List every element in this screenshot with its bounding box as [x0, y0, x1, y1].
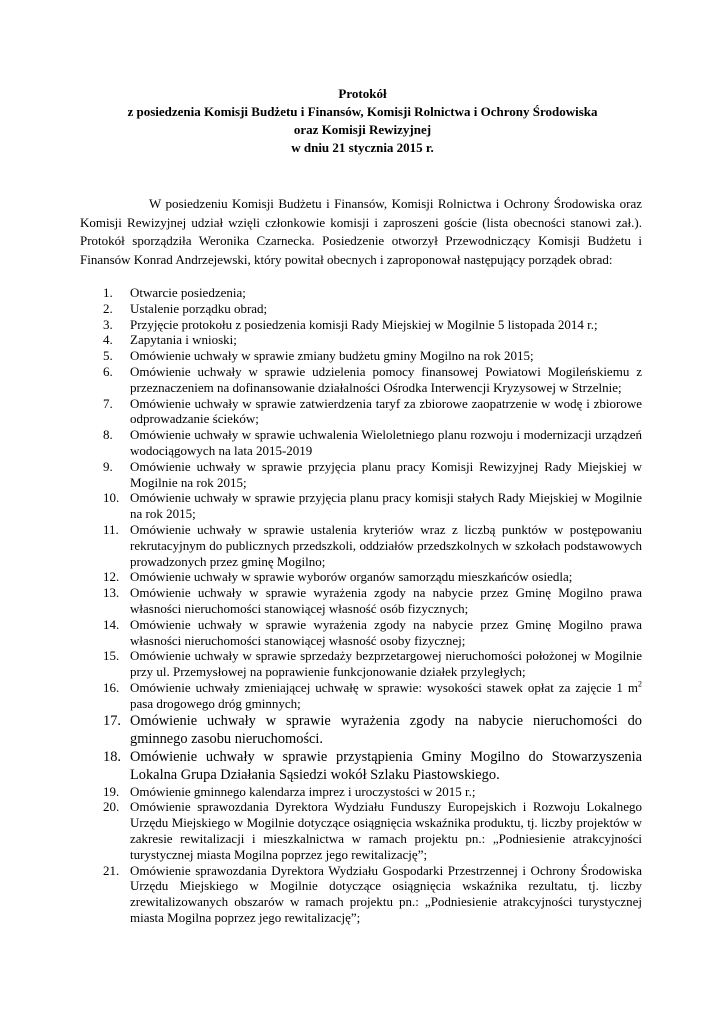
agenda-item-text: Ustalenie porządku obrad;: [130, 300, 268, 316]
agenda-item-text: Omówienie uchwały w sprawie wyrażenia zgody na nabycie przez Gminę Mogilno prawa własności nieruchomości stanowiącej własność osób fizycznych;: [130, 585, 642, 616]
agenda-item-text: Otwarcie posiedzenia;: [130, 285, 246, 300]
agenda-item-number: 15.: [103, 648, 120, 664]
agenda-item: [80, 332, 642, 348]
agenda-item-text: Omówienie uchwały w sprawie przyjęcia planu pracy komisji stałych Rady Miejskiej w Mogilnie na rok 2015;: [130, 490, 642, 522]
agenda-item: [80, 585, 642, 617]
agenda-item-number: 16.: [103, 679, 120, 695]
agenda-item-text: Omówienie uchwały w sprawie zatwierdzenia taryf za zbiorowe zaopatrzenie w wodę i zbiorowe odprowadzanie ścieków;: [130, 395, 642, 427]
agenda-item-number: 17.: [103, 712, 121, 729]
agenda-item-text: Omówienie uchwały w sprawie zmiany budżetu gminy Mogilno na rok 2015;: [130, 348, 534, 364]
document-heading: [80, 85, 645, 157]
agenda-item-text: Omówienie sprawozdania Dyrektora Wydziału Gospodarki Przestrzennej i Ochrony Środowiska Urzędu Miejskiego w Mogilnie dotyczące osiągnięcia wskaźnika rezultatu, tj. liczby zrewitalizowanych obszarów w ramach projektu pn.: „Podniesienie atrakcyjności turystycznej miasta Mogilna poprzez jego rewitalizację”;: [130, 862, 642, 925]
agenda-item: [80, 459, 642, 491]
agenda-item-text: Omówienie uchwały w sprawie przystąpienia Gminy Mogilno do Stowarzyszenia Lokalna Grupa Działania Sąsiedzi wokół Szlaku Piastowskiego.: [130, 748, 642, 783]
agenda-item-text: Omówienie gminnego kalendarza imprez i uroczystości w 2015 r.;: [130, 783, 476, 799]
agenda-item: [80, 301, 642, 317]
agenda-item-number: 8.: [103, 427, 113, 443]
agenda-item: [80, 348, 642, 364]
agenda-item-number: 1.: [103, 285, 113, 300]
agenda-item-text: Omówienie uchwały w sprawie uchwalenia Wieloletniego planu rozwoju i modernizacji urządzeń wodociągowych na lata 2015-2019: [130, 427, 642, 458]
agenda-item-text: Omówienie uchwały zmieniającej uchwałę w sprawie: wysokości stawek opłat za zajęcie 1 m: [130, 679, 638, 695]
agenda-list: [80, 285, 642, 926]
agenda-item: [80, 617, 642, 649]
agenda-item: [80, 863, 642, 926]
agenda-item-text: Zapytania i wnioski;: [130, 332, 237, 348]
agenda-item-number: 12.: [103, 569, 120, 585]
agenda-item-number: 7.: [103, 395, 113, 411]
agenda-item: [80, 648, 642, 680]
agenda-item: [80, 712, 642, 748]
agenda-item: [80, 317, 642, 333]
superscript: 2: [638, 679, 642, 689]
agenda-item: [80, 522, 642, 569]
agenda-item-number: 5.: [103, 348, 113, 364]
heading-date: w dniu 21 stycznia 2015 r.: [291, 140, 434, 155]
agenda-item-text: Omówienie uchwały w sprawie przyjęcia planu pracy Komisji Rewizyjnej Rady Miejskiej w Mogilnie na rok 2015;: [130, 458, 642, 490]
agenda-item-number: 6.: [103, 363, 113, 379]
intro-paragraph: W posiedzeniu Komisji Budżetu i Finansów, Komisji Rolnictwa i Ochrony Środowiska oraz Komisji Rewizyjnej udział wzięli członkowie komisji i zaproszeni goście (lista obecności stanowi zał.). Protokół sporządziła Weronika Czarnecka. Posiedzenie otworzył Przewodniczący Komisji Budżetu i Finansów Konrad Andrzejewski, który powitał obecnych i zaproponował następujący porządek obrad:: [80, 196, 642, 267]
agenda-item-text: Omówienie sprawozdania Dyrektora Wydziału Funduszy Europejskich i Rozwoju Lokalnego Urzędu Miejskiego w Mogilnie dotyczące osiągnięcia wskaźnika produktu, tj. liczby projektów w zakresie rewitalizacji i mieszkalnictwa w ramach projektu pn.: „Podniesienie atrakcyjności turystycznej miasta Mogilna poprzez jego rewitalizację”;: [130, 799, 642, 862]
heading-line-2: oraz Komisji Rewizyjnej: [293, 122, 432, 137]
agenda-item-number: 13.: [103, 585, 120, 601]
agenda-item-number: 11.: [103, 521, 119, 537]
agenda-item: [80, 490, 642, 522]
document-title: Protokół: [338, 86, 387, 101]
agenda-item: [80, 799, 642, 862]
agenda-item: [80, 364, 642, 396]
agenda-item-number: 9.: [103, 458, 113, 474]
agenda-item-number: 21.: [103, 862, 120, 878]
agenda-item: [80, 396, 642, 428]
agenda-item-text: Przyjęcie protokołu z posiedzenia komisji Rady Miejskiej w Mogilnie 5 listopada 2014 r.;: [130, 316, 598, 332]
agenda-item: [80, 784, 642, 800]
agenda-item-text: Omówienie uchwały w sprawie wyrażenia zgody na nabycie nieruchomości do gminnego zasobu nieruchomości.: [130, 712, 642, 747]
agenda-item-number: 19.: [103, 783, 120, 799]
agenda-item-number: 14.: [103, 616, 120, 632]
agenda-item-number: 4.: [103, 332, 113, 348]
agenda-item-text: Omówienie uchwały w sprawie wyrażenia zgody na nabycie przez Gminę Mogilno prawa własności nieruchomości stanowiącej własność osoby fizycznej;: [130, 616, 642, 648]
agenda-item-number: 10.: [103, 490, 120, 506]
agenda-item: [80, 569, 642, 585]
agenda-item-number: 2.: [103, 300, 113, 316]
heading-line-1: z posiedzenia Komisji Budżetu i Finansów, Komisji Rolnictwa i Ochrony Środowiska: [127, 104, 598, 119]
agenda-item: [80, 748, 642, 784]
agenda-item: [80, 680, 642, 712]
agenda-item-number: 20.: [103, 799, 120, 815]
agenda-item: [80, 285, 642, 301]
agenda-item-text: Omówienie uchwały w sprawie ustalenia kryteriów wraz z liczbą punktów w postępowaniu rekrutacyjnym do publicznych przedszkoli, oddziałów przedszkolnych w szkołach podstawowych prowadzonych przez gminę Mogilno;: [130, 521, 642, 569]
agenda-item-text: Omówienie uchwały w sprawie wyborów organów samorządu mieszkańców osiedla;: [130, 569, 573, 585]
agenda-item-number: 18.: [103, 748, 121, 765]
agenda-item: [80, 427, 642, 459]
agenda-item-number: 3.: [103, 316, 113, 332]
agenda-item-text-cont: pasa drogowego dróg gminnych;: [130, 695, 301, 711]
agenda-item-text: Omówienie uchwały w sprawie sprzedaży bezprzetargowej nieruchomości położonej w Mogilnie przy ul. Przemysłowej na poprawienie funkcjonowanie działek przyległych;: [130, 648, 642, 680]
agenda-item-text: Omówienie uchwały w sprawie udzielenia pomocy finansowej Powiatowi Mogileńskiemu z przeznaczeniem na dofinansowanie działalności Ośrodka Interwencji Kryzysowej w Strzelnie;: [130, 363, 642, 395]
